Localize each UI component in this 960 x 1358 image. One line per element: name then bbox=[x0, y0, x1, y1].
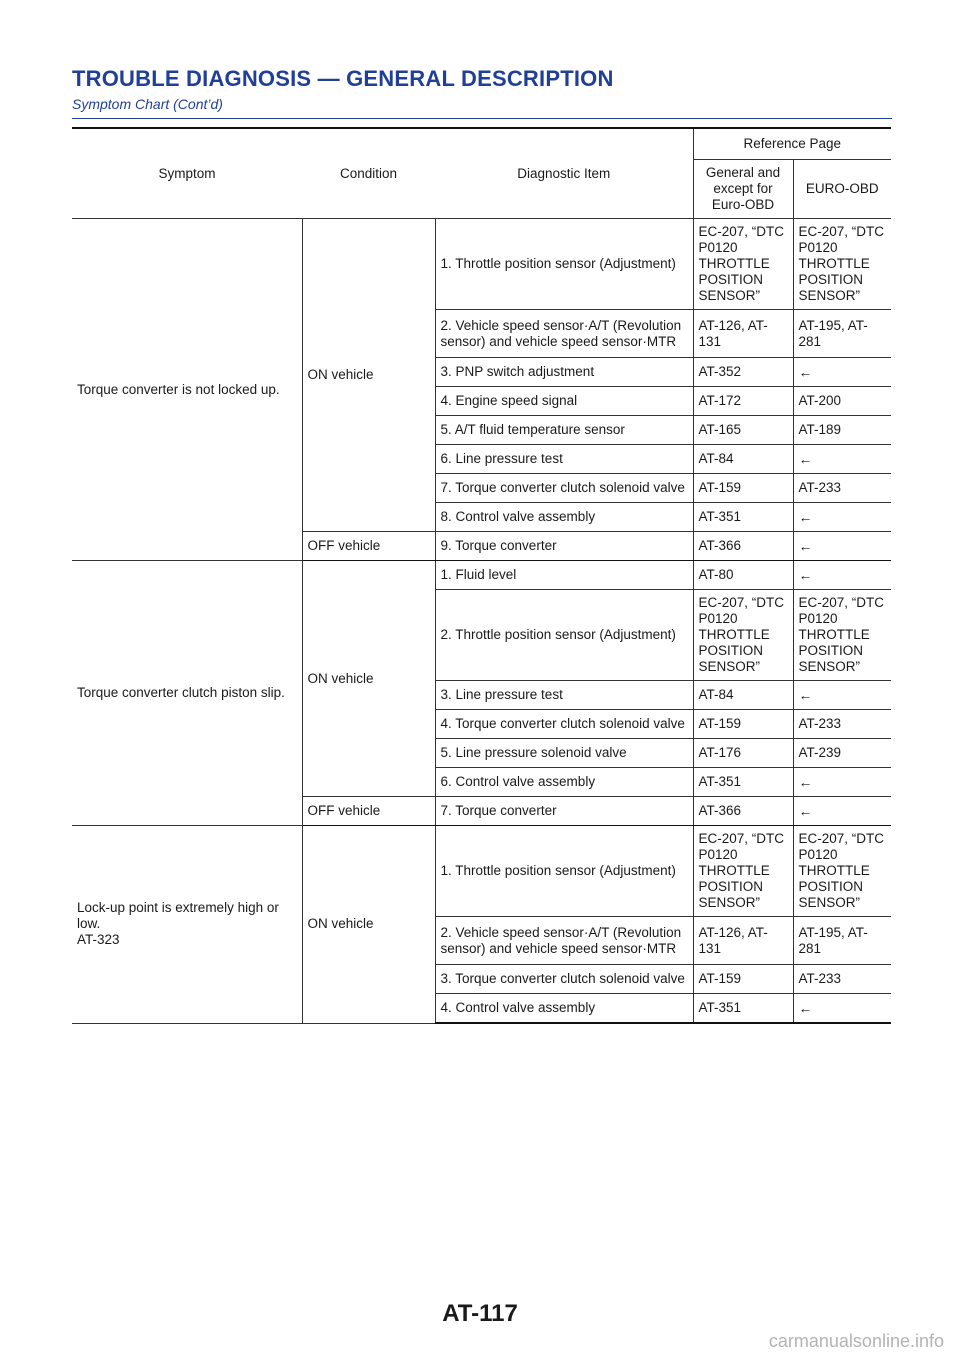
page-section-title: TROUBLE DIAGNOSIS — GENERAL DESCRIPTION bbox=[72, 66, 614, 91]
euro-ref-cell: EC-207, “DTC P0120 THROTTLE POSITION SENSOR” bbox=[793, 826, 891, 917]
euro-ref-cell: AT-233 bbox=[793, 965, 891, 994]
diagnostic-item-cell: 7. Torque converter clutch solenoid valve bbox=[435, 474, 693, 503]
general-ref-cell: AT-159 bbox=[693, 710, 793, 739]
symptom-text: Torque converter is not locked up. bbox=[77, 381, 280, 397]
euro-ref-cell: ← bbox=[793, 445, 891, 474]
euro-ref-cell: AT-233 bbox=[793, 710, 891, 739]
euro-ref-cell: AT-200 bbox=[793, 387, 891, 416]
diagnostic-item-cell: 2. Vehicle speed sensor·A/T (Revolution sensor) and vehicle speed sensor·MTR bbox=[435, 917, 693, 965]
table-row bbox=[72, 561, 891, 590]
general-ref-cell: AT-84 bbox=[693, 445, 793, 474]
euro-ref-cell: ← bbox=[793, 797, 891, 826]
symptom-text: Lock-up point is extremely high or low. bbox=[77, 900, 279, 932]
diagnostic-item-cell: 3. Torque converter clutch solenoid valve bbox=[435, 965, 693, 994]
diagnostic-item-cell: 2. Throttle position sensor (Adjustment) bbox=[435, 590, 693, 681]
diagnostic-item-cell: 8. Control valve assembly bbox=[435, 503, 693, 532]
general-ref-cell: AT-351 bbox=[693, 768, 793, 797]
general-ref-cell: AT-176 bbox=[693, 739, 793, 768]
header-divider bbox=[72, 118, 892, 119]
general-ref-cell: AT-80 bbox=[693, 561, 793, 590]
condition-cell: ON vehicle bbox=[302, 561, 435, 797]
symptom-chart-table bbox=[72, 127, 891, 1024]
diagnostic-item-cell: 9. Torque converter bbox=[435, 532, 693, 561]
euro-ref-cell: ← bbox=[793, 503, 891, 532]
col-header-diagnostic-item: Diagnostic Item bbox=[435, 128, 693, 219]
euro-ref-cell: AT-233 bbox=[793, 474, 891, 503]
condition-cell: ON vehicle bbox=[302, 219, 435, 532]
diagnostic-item-cell: 6. Line pressure test bbox=[435, 445, 693, 474]
diagnostic-item-cell: 3. PNP switch adjustment bbox=[435, 358, 693, 387]
euro-ref-cell: ← bbox=[793, 994, 891, 1024]
diagnostic-item-cell: 3. Line pressure test bbox=[435, 681, 693, 710]
col-header-condition: Condition bbox=[302, 128, 435, 219]
col-header-euro-obd: EURO-OBD bbox=[793, 160, 891, 219]
euro-ref-cell: ← bbox=[793, 681, 891, 710]
symptom-cell bbox=[72, 561, 302, 826]
col-header-general: General and except for Euro-OBD bbox=[693, 160, 793, 219]
general-ref-cell: AT-366 bbox=[693, 532, 793, 561]
table-row bbox=[72, 219, 891, 310]
euro-ref-cell: ← bbox=[793, 532, 891, 561]
diagnostic-item-cell: 4. Control valve assembly bbox=[435, 994, 693, 1024]
table-row bbox=[72, 826, 891, 917]
general-ref-cell: EC-207, “DTC P0120 THROTTLE POSITION SENSOR” bbox=[693, 590, 793, 681]
symptom-text: Torque converter clutch piston slip. bbox=[77, 685, 285, 700]
euro-ref-cell: EC-207, “DTC P0120 THROTTLE POSITION SENSOR” bbox=[793, 590, 891, 681]
general-ref-cell: EC-207, “DTC P0120 THROTTLE POSITION SENSOR” bbox=[693, 219, 793, 310]
diagnostic-item-cell: 6. Control valve assembly bbox=[435, 768, 693, 797]
general-ref-cell: AT-126, AT-131 bbox=[693, 310, 793, 358]
condition-cell: OFF vehicle bbox=[302, 797, 435, 826]
diagnostic-item-cell: 1. Throttle position sensor (Adjustment) bbox=[435, 219, 693, 310]
diagnostic-item-cell: 5. Line pressure solenoid valve bbox=[435, 739, 693, 768]
euro-ref-cell: ← bbox=[793, 358, 891, 387]
diagnostic-item-cell: 4. Engine speed signal bbox=[435, 387, 693, 416]
euro-ref-cell: ← bbox=[793, 768, 891, 797]
general-ref-cell: AT-172 bbox=[693, 387, 793, 416]
symptom-cell bbox=[72, 826, 302, 1024]
diagnostic-item-cell: 1. Fluid level bbox=[435, 561, 693, 590]
page-section-subtitle: Symptom Chart (Cont’d) bbox=[72, 96, 223, 112]
symptom-reference: AT-323 bbox=[77, 932, 120, 948]
page-number: AT-117 bbox=[442, 1300, 518, 1327]
general-ref-cell: AT-351 bbox=[693, 503, 793, 532]
diagnostic-item-cell: 1. Throttle position sensor (Adjustment) bbox=[435, 826, 693, 917]
general-ref-cell: AT-366 bbox=[693, 797, 793, 826]
condition-cell: OFF vehicle bbox=[302, 532, 435, 561]
general-ref-cell: AT-126, AT-131 bbox=[693, 917, 793, 965]
euro-ref-cell: ← bbox=[793, 561, 891, 590]
euro-ref-cell: AT-195, AT-281 bbox=[793, 917, 891, 965]
condition-cell: ON vehicle bbox=[302, 826, 435, 1024]
general-ref-cell: AT-351 bbox=[693, 994, 793, 1024]
symptom-cell bbox=[72, 219, 302, 561]
diagnostic-item-cell: 5. A/T fluid temperature sensor bbox=[435, 416, 693, 445]
symptom-chart-body bbox=[72, 219, 891, 1024]
watermark: carmanualsonline.info bbox=[768, 1331, 944, 1351]
general-ref-cell: AT-159 bbox=[693, 965, 793, 994]
euro-ref-cell: AT-195, AT-281 bbox=[793, 310, 891, 358]
diagnostic-item-cell: 7. Torque converter bbox=[435, 797, 693, 826]
general-ref-cell: EC-207, “DTC P0120 THROTTLE POSITION SENSOR” bbox=[693, 826, 793, 917]
col-header-symptom: Symptom bbox=[72, 128, 302, 219]
general-ref-cell: AT-84 bbox=[693, 681, 793, 710]
general-ref-cell: AT-159 bbox=[693, 474, 793, 503]
euro-ref-cell: EC-207, “DTC P0120 THROTTLE POSITION SENSOR” bbox=[793, 219, 891, 310]
diagnostic-item-cell: 2. Vehicle speed sensor·A/T (Revolution sensor) and vehicle speed sensor·MTR bbox=[435, 310, 693, 358]
col-header-reference-page: Reference Page bbox=[693, 128, 891, 160]
diagnostic-item-cell: 4. Torque converter clutch solenoid valve bbox=[435, 710, 693, 739]
euro-ref-cell: AT-239 bbox=[793, 739, 891, 768]
general-ref-cell: AT-352 bbox=[693, 358, 793, 387]
euro-ref-cell: AT-189 bbox=[793, 416, 891, 445]
general-ref-cell: AT-165 bbox=[693, 416, 793, 445]
